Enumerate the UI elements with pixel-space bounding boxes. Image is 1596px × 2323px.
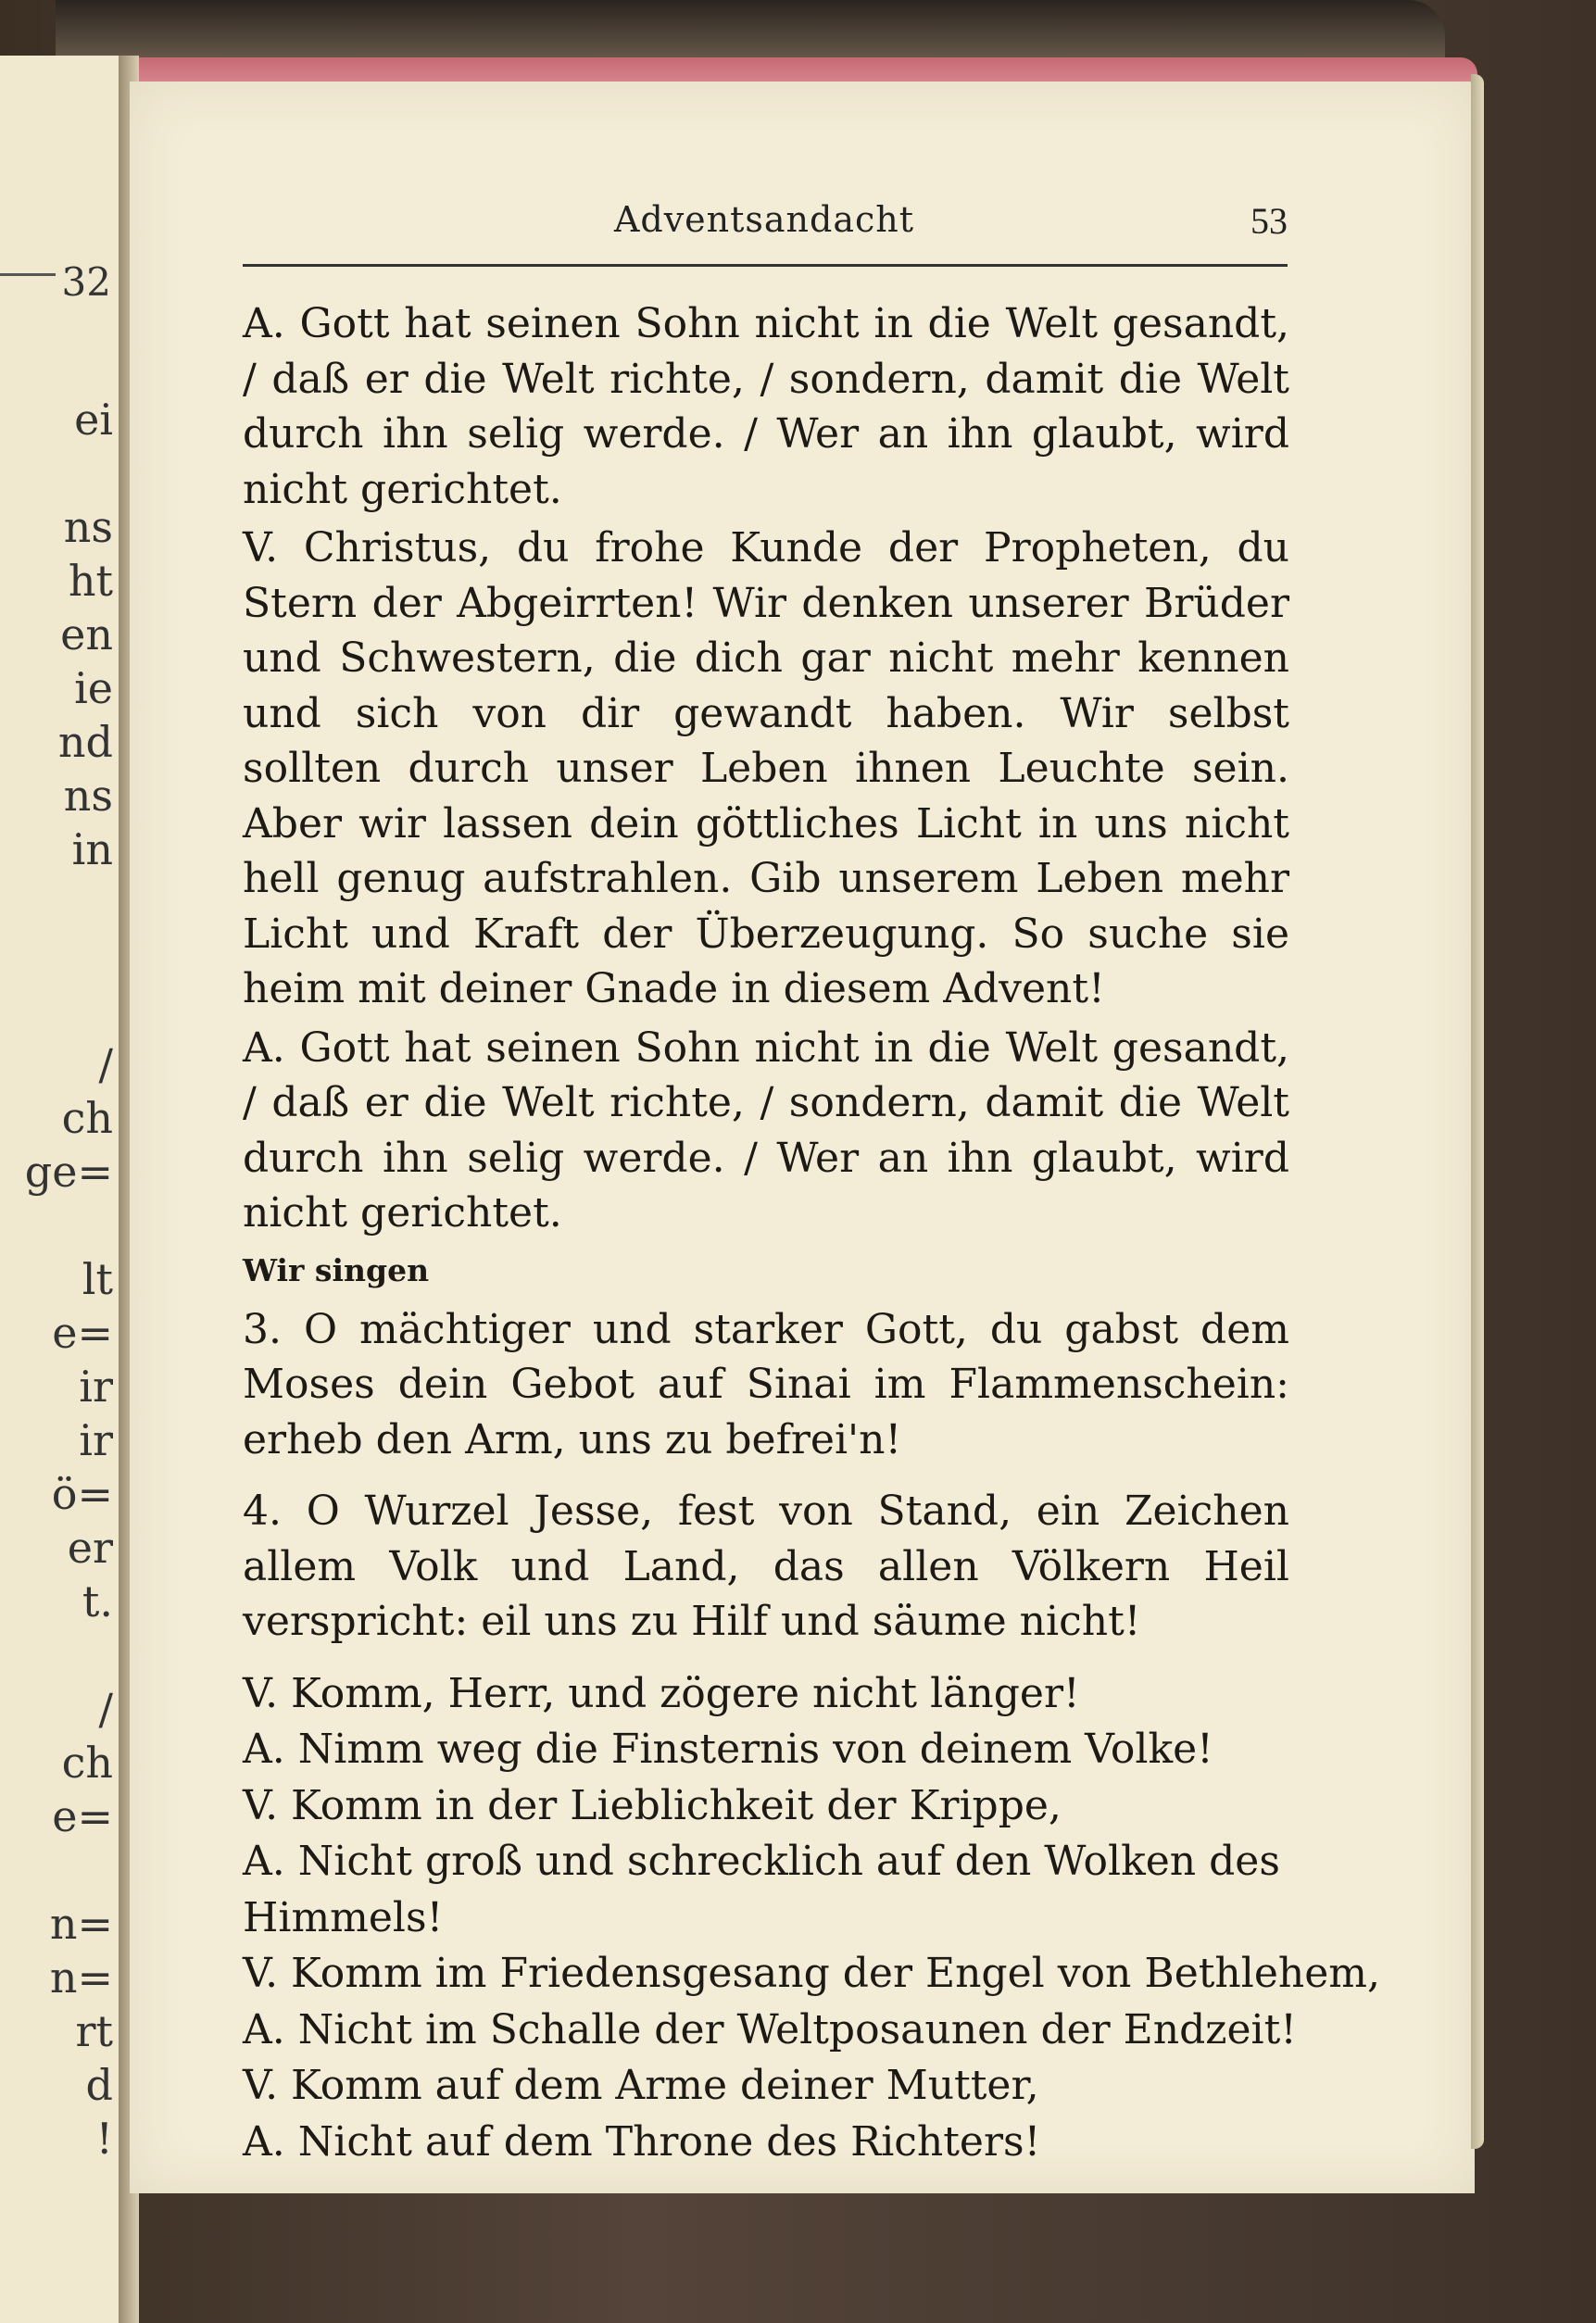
litany-line: V. Komm, Herr, und zögere nicht länger! (243, 1669, 1080, 1717)
left-fragment: ir (79, 1415, 113, 1465)
left-fragment: ns (63, 771, 113, 821)
left-page-rule (0, 273, 56, 276)
left-fragment: lt (82, 1254, 113, 1304)
left-page-number: 32 (61, 259, 111, 305)
left-page (0, 56, 121, 2323)
left-fragment: ir (79, 1362, 113, 1412)
left-fragment: ! (95, 2114, 113, 2164)
left-fragment (2, 989, 113, 1043)
left-fragment: ö= (51, 1469, 113, 1519)
response-paragraph: A. Gott hat seinen Sohn nicht in die Welt gesandt, / daß er die Welt richte, / sondern, damit die Welt durch ihn selig werde. / Wer an ihn glaubt, wird nicht gerichtet. (243, 300, 1289, 513)
left-fragment: er (67, 1523, 113, 1573)
litany-line: A. Nicht auf dem Throne des Richters! (243, 2117, 1041, 2166)
litany-line: V. Komm auf dem Arme deiner Mutter, (243, 2062, 1039, 2109)
left-fragment: rt (75, 2006, 113, 2056)
litany-line: V. Komm im Friedensgesang der Engel von Bethlehem, (243, 1950, 1380, 1997)
prayer-paragraph: V. Christus, du frohe Kunde der Propheten, du Stern der Abgeirrten! Wir denken unserer Brüder und Schwestern, die dich gar nicht mehr kennen und sich von dir gewandt haben. Wir selbst sollten durch unser Leben ihnen Leuchte sein. Aber wir lassen dein göttliches Licht in uns nicht hell genug aufstrahlen. Gib unserem Leben mehr Licht und Kraft der Überzeugung. So suche sie heim mit deiner Gnade in diesem Advent! (243, 524, 1289, 1012)
litany-line: Himmels! (243, 1893, 444, 1941)
left-fragment: ge= (24, 1147, 113, 1197)
book-cover-top (56, 0, 1445, 65)
left-fragment (2, 1204, 113, 1258)
left-fragment: d (85, 2060, 113, 2110)
page-number: 53 (1250, 200, 1288, 242)
left-fragment: e= (52, 1308, 113, 1358)
left-fragment: ie (74, 663, 113, 713)
left-fragment: n= (49, 1953, 113, 2003)
left-fragment: e= (52, 1791, 113, 1841)
left-fragment: n= (49, 1899, 113, 1949)
left-fragment (2, 882, 113, 935)
page-fore-edge (1471, 74, 1484, 2149)
litany-line: A. Nicht im Schalle der Weltposaunen der Endzeit! (243, 2005, 1297, 2053)
left-fragment (2, 1849, 113, 1902)
hymn-verse: 4. O Wurzel Jesse, fest von Stand, ein Zeichen allem Volk und Land, das allen Völkern Heil verspricht: eil uns zu Hilf und säume nicht! (243, 1488, 1289, 1645)
left-fragment: / (98, 1039, 113, 1089)
litany-line: A. Nimm weg die Finsternis von deinem Volke! (243, 1726, 1213, 1773)
left-fragment: / (98, 1684, 113, 1734)
litany (243, 1666, 1380, 2171)
left-fragment: ch (61, 1738, 113, 1788)
left-fragment: ei (74, 395, 113, 445)
left-fragment: t. (82, 1576, 113, 1626)
header-rule (243, 264, 1288, 267)
hymn-verse: 3. O mächtiger und starker Gott, du gabst dem Moses dein Gebot auf Sinai im Flammenschein: erheb den Arm, uns zu befrei'n! (243, 1305, 1289, 1463)
left-fragment (2, 452, 113, 506)
left-page-text-fragments (2, 395, 113, 2171)
page-header (241, 199, 1288, 255)
left-fragment: ns (63, 502, 113, 552)
left-fragment (2, 1634, 113, 1688)
left-fragment: ht (68, 556, 113, 606)
litany-line: V. Komm in der Lieblichkeit der Krippe, (243, 1781, 1062, 1829)
section-heading: Wir singen (243, 1251, 430, 1288)
page-body (243, 296, 1380, 2170)
left-fragment: en (60, 609, 113, 659)
litany-line: A. Nicht groß und schrecklich auf den Wolken des (243, 1838, 1280, 1885)
left-fragment: nd (57, 717, 113, 767)
left-fragment: in (71, 824, 113, 874)
left-fragment: ch (61, 1093, 113, 1143)
left-fragment (2, 935, 113, 989)
running-head: Adventsandacht (613, 199, 915, 240)
response-paragraph: A. Gott hat seinen Sohn nicht in die Welt gesandt, / daß er die Welt richte, / sondern, damit die Welt durch ihn selig werde. / Wer an ihn glaubt, wird nicht gerichtet. (243, 1023, 1289, 1237)
